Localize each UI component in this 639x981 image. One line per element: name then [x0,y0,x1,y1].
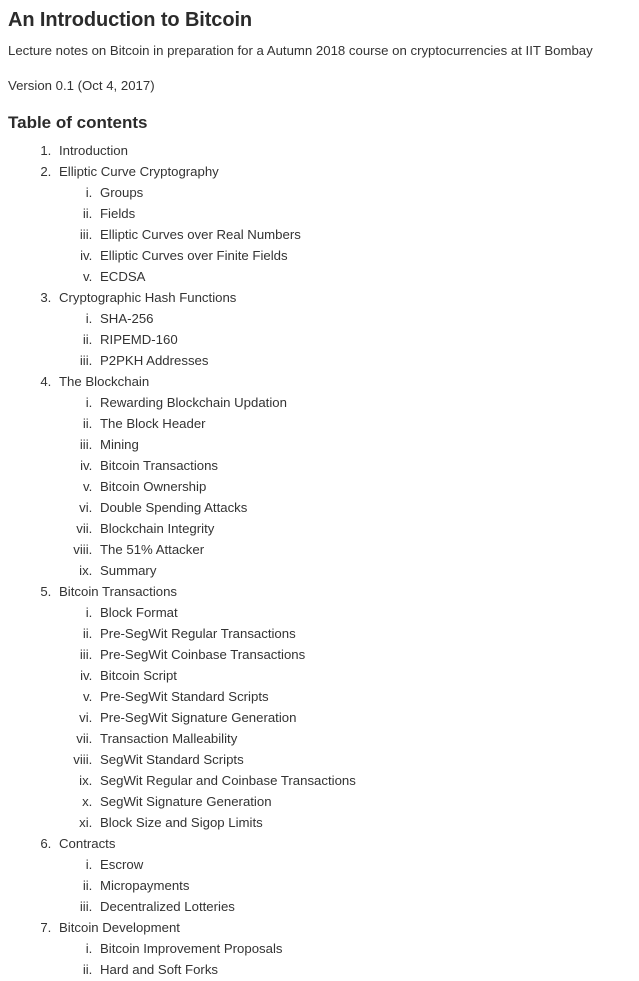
toc-section-label: Bitcoin Transactions [59,584,178,599]
toc-subsection-item[interactable] [96,686,631,707]
toc-subsection-label: Escrow [100,857,144,872]
toc-subsection-item[interactable] [96,623,631,644]
toc-subsection-item[interactable] [96,329,631,350]
toc-subsection-label: Block Format [100,605,178,620]
toc-subsection-item[interactable] [96,182,631,203]
toc-subsection-item[interactable] [96,350,631,371]
toc-subsection-label: RIPEMD-160 [100,332,178,347]
toc-section-item[interactable] [55,371,631,581]
toc-subsection-label: Bitcoin Script [100,668,177,683]
toc-subsection-item[interactable] [96,707,631,728]
toc-subsection-label: Groups [100,185,144,200]
toc-subsection-label: Transaction Malleability [100,731,238,746]
toc-subsection-label: Elliptic Curves over Finite Fields [100,248,288,263]
toc-subsection-label: Micropayments [100,878,190,893]
toc-subsection-item[interactable] [96,245,631,266]
toc-section-item[interactable] [55,140,631,161]
toc-subsection-label: P2PKH Addresses [100,353,209,368]
toc-subsection-item[interactable] [96,959,631,980]
toc-subsection-item[interactable] [96,539,631,560]
toc-subsection-label: Mining [100,437,139,452]
toc-subsection-label: Double Spending Attacks [100,500,248,515]
table-of-contents [8,140,631,980]
toc-subsection-label: Block Size and Sigop Limits [100,815,263,830]
toc-section-label: The Blockchain [59,374,150,389]
toc-subsection-item[interactable] [96,602,631,623]
toc-subsection-label: Pre-SegWit Regular Transactions [100,626,296,641]
toc-subsection-item[interactable] [96,224,631,245]
toc-subsection-item[interactable] [96,203,631,224]
toc-subsection-label: The 51% Attacker [100,542,205,557]
toc-subsection-label: SegWit Standard Scripts [100,752,244,767]
toc-subsection-item[interactable] [96,308,631,329]
toc-subsection-item[interactable] [96,518,631,539]
toc-subsection-item[interactable] [96,413,631,434]
toc-subsection-label: Hard and Soft Forks [100,962,219,977]
toc-subsection-label: SHA-256 [100,311,154,326]
toc-subsection-item[interactable] [96,791,631,812]
toc-subsection-item[interactable] [96,875,631,896]
toc-subsection-label: Bitcoin Improvement Proposals [100,941,283,956]
toc-subsection-list [59,938,631,980]
toc-subsection-label: Rewarding Blockchain Updation [100,395,287,410]
toc-subsection-item[interactable] [96,497,631,518]
toc-section-label: Cryptographic Hash Functions [59,290,237,305]
toc-subsection-label: Blockchain Integrity [100,521,215,536]
toc-subsection-item[interactable] [96,434,631,455]
toc-section-label: Bitcoin Development [59,920,180,935]
toc-subsection-label: Bitcoin Ownership [100,479,207,494]
toc-section-item[interactable] [55,161,631,287]
toc-subsection-item[interactable] [96,455,631,476]
toc-subsection-label: Summary [100,563,157,578]
toc-subsection-label: Pre-SegWit Coinbase Transactions [100,647,306,662]
toc-subsection-item[interactable] [96,896,631,917]
toc-section-label: Introduction [59,143,128,158]
toc-subsection-label: ECDSA [100,269,146,284]
toc-subsection-item[interactable] [96,560,631,581]
toc-subsection-list [59,854,631,917]
toc-subsection-item[interactable] [96,770,631,791]
toc-subsection-list [59,602,631,833]
table-of-contents-heading: Table of contents [8,113,148,132]
toc-section-item[interactable] [55,833,631,917]
toc-subsection-label: Pre-SegWit Standard Scripts [100,689,269,704]
toc-subsection-label: Pre-SegWit Signature Generation [100,710,297,725]
toc-subsection-item[interactable] [96,644,631,665]
toc-section-item[interactable] [55,917,631,980]
toc-subsection-item[interactable] [96,749,631,770]
toc-section-label: Elliptic Curve Cryptography [59,164,219,179]
toc-subsection-item[interactable] [96,476,631,497]
toc-subsection-label: Bitcoin Transactions [100,458,219,473]
toc-section-label: Contracts [59,836,116,851]
toc-subsection-list [59,392,631,581]
toc-section-item[interactable] [55,581,631,833]
document-version: Version 0.1 (Oct 4, 2017) [8,78,155,93]
toc-subsection-list [59,308,631,371]
toc-section-item[interactable] [55,287,631,371]
toc-subsection-item[interactable] [96,665,631,686]
toc-subsection-item[interactable] [96,854,631,875]
toc-subsection-item[interactable] [96,812,631,833]
toc-subsection-label: SegWit Regular and Coinbase Transactions [100,773,356,788]
toc-subsection-list [59,182,631,287]
toc-subsection-label: Decentralized Lotteries [100,899,235,914]
page-title: An Introduction to Bitcoin [8,9,253,31]
toc-subsection-item[interactable] [96,266,631,287]
toc-subsection-item[interactable] [96,938,631,959]
toc-subsection-label: Fields [100,206,136,221]
toc-subsection-label: The Block Header [100,416,206,431]
toc-subsection-label: Elliptic Curves over Real Numbers [100,227,301,242]
toc-subsection-item[interactable] [96,728,631,749]
document-subtitle: Lecture notes on Bitcoin in preparation for a Autumn 2018 course on cryptocurrencies at IIT Bombay [8,43,593,58]
toc-subsection-item[interactable] [96,392,631,413]
toc-subsection-label: SegWit Signature Generation [100,794,272,809]
